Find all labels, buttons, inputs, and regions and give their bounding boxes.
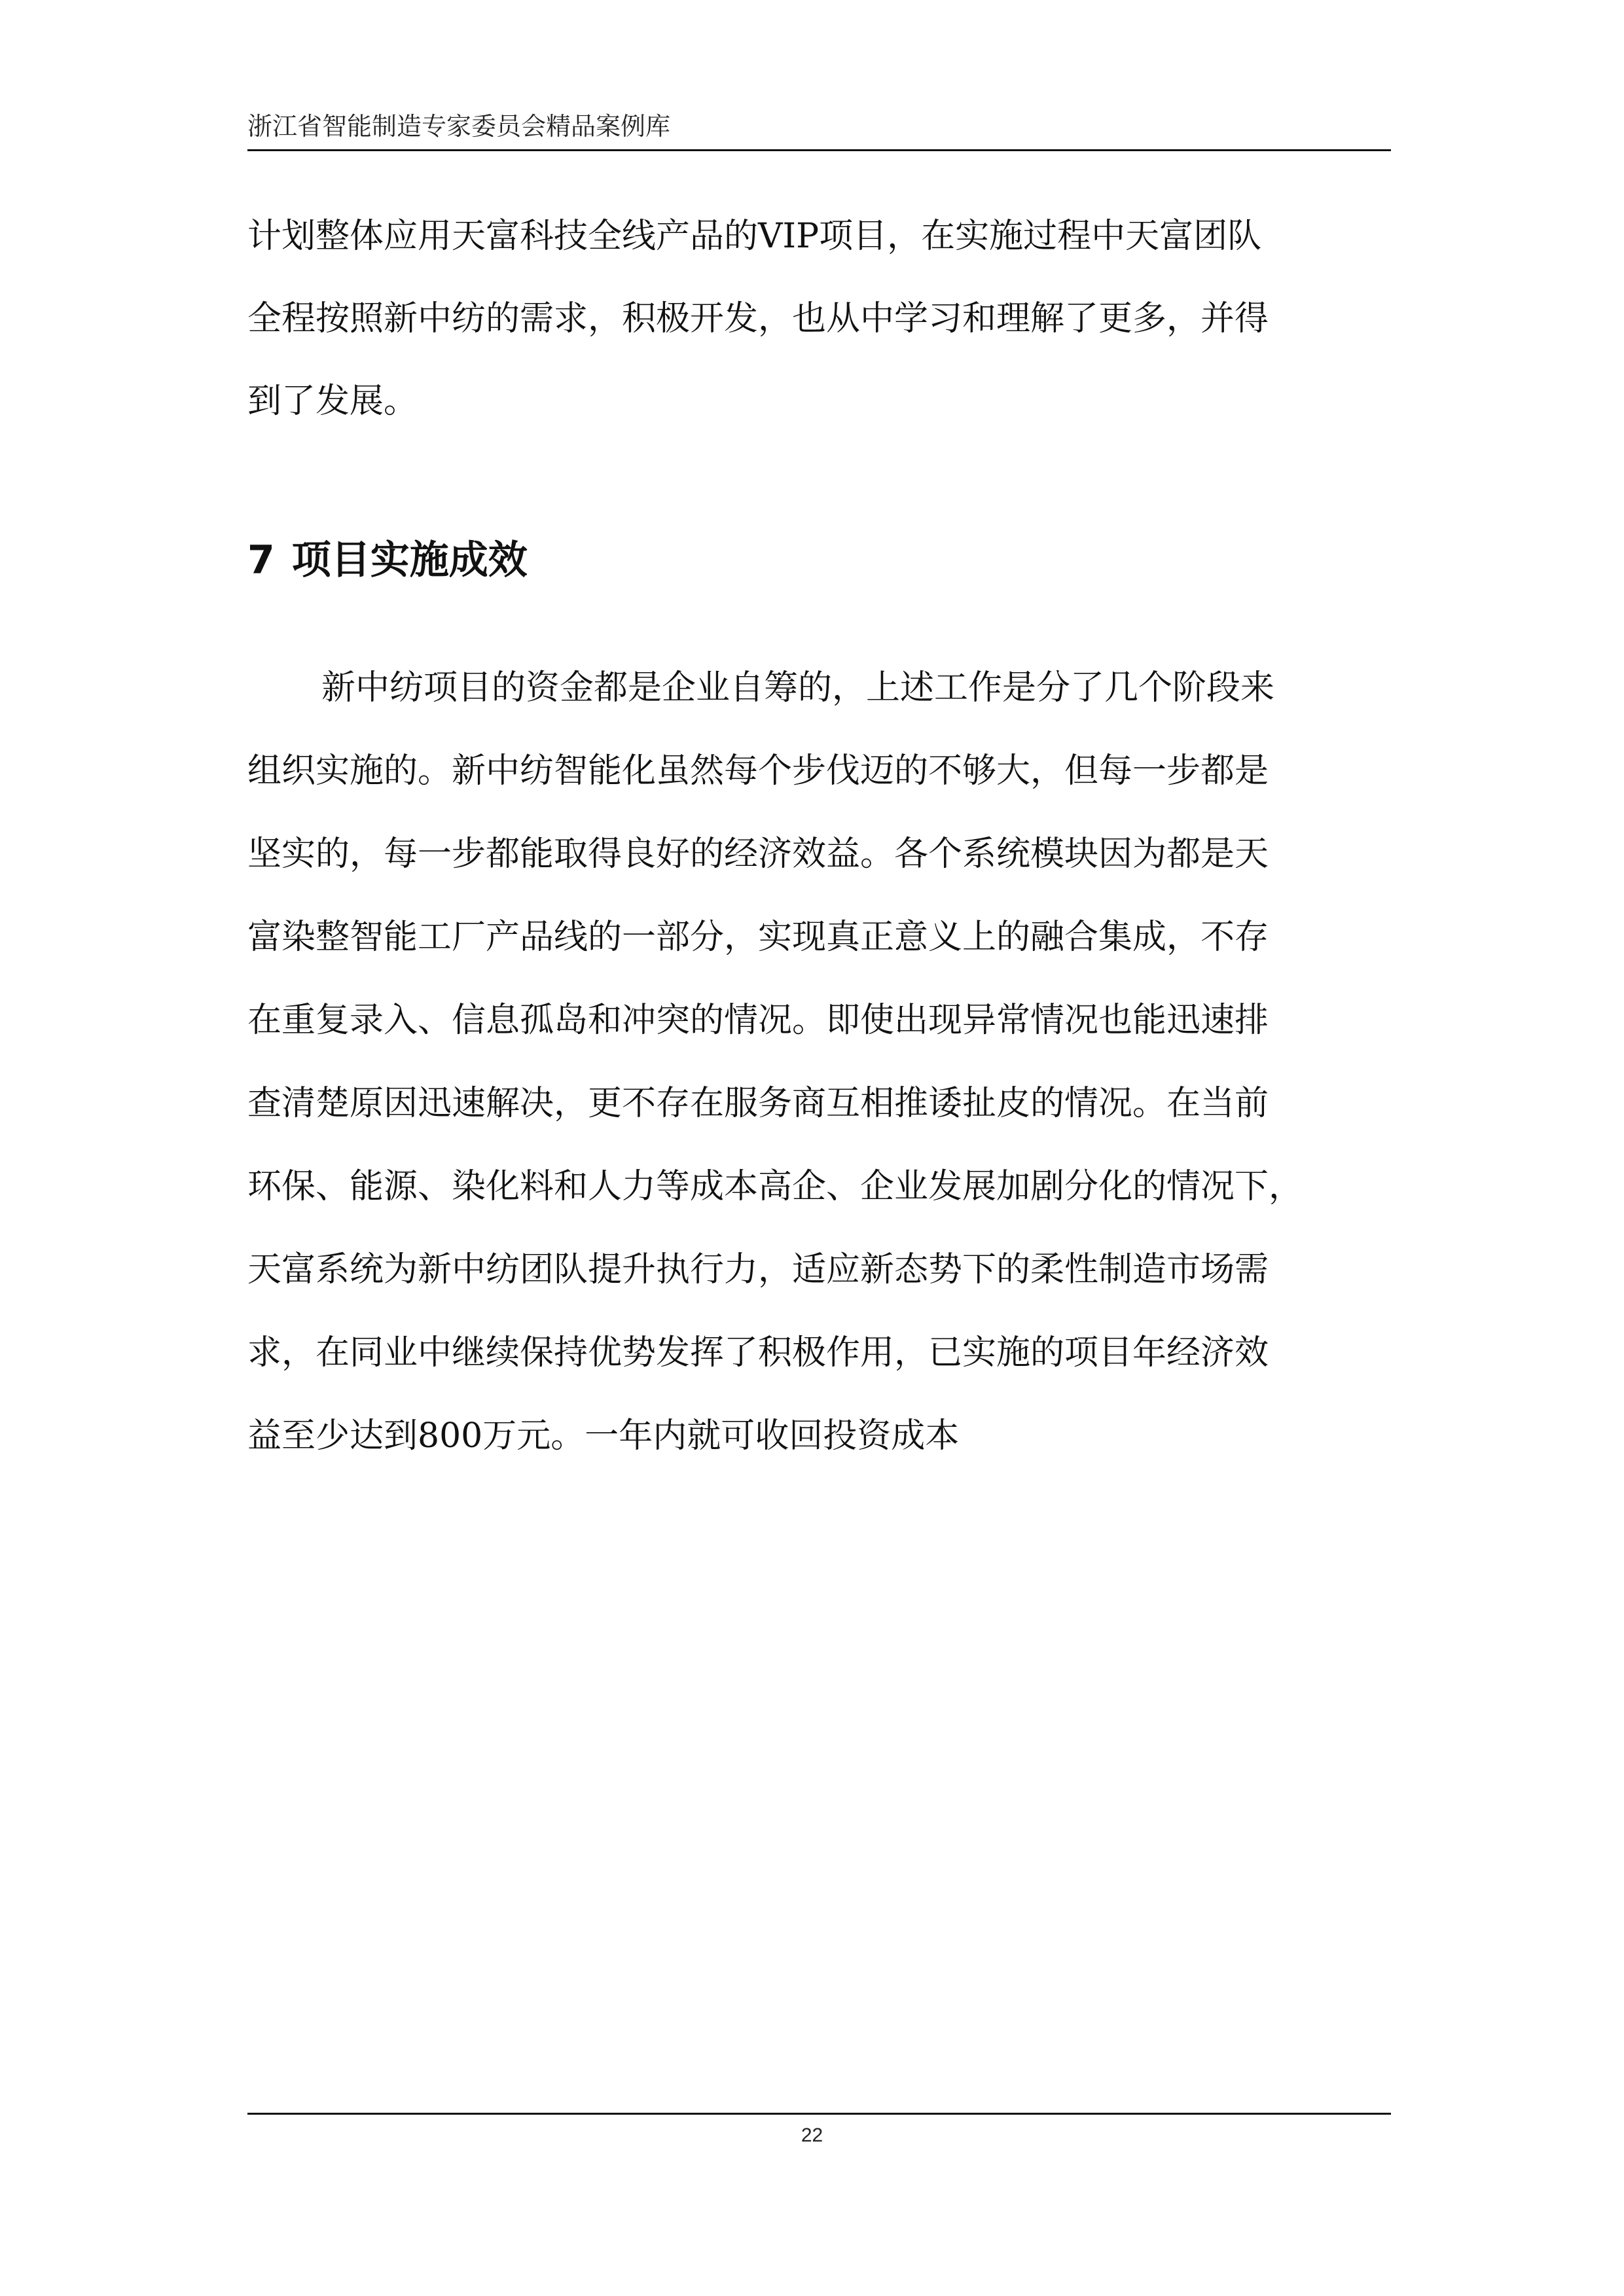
section-number: 7 xyxy=(247,537,275,583)
paragraph-line: 富染整智能工厂产品线的一部分，实现真正意义上的融合集成，不存 xyxy=(247,918,1269,957)
paragraph-line: 查清楚原因迅速解决，更不存在服务商互相推诿扯皮的情况。在当前 xyxy=(247,1084,1269,1123)
paragraph-line: 求，在同业中继续保持优势发挥了积极作用，已实施的项目年经济效 xyxy=(247,1333,1269,1372)
running-header: 浙江省智能制造专家委员会精品案例库 xyxy=(247,112,671,141)
paragraph-line: 全程按照新中纺的需求，积极开发，也从中学习和理解了更多，并得 xyxy=(247,299,1269,338)
paragraph-line: 到了发展。 xyxy=(247,382,418,421)
paragraph-line: 组织实施的。新中纺智能化虽然每个步伐迈的不够大，但每一步都是 xyxy=(247,751,1269,791)
paragraph-line: 在重复录入、信息孤岛和冲突的情况。即使出现异常情况也能迅速排 xyxy=(247,1001,1269,1040)
footer-divider xyxy=(247,2113,1391,2115)
header-divider xyxy=(247,149,1391,151)
page-number: 22 xyxy=(801,2125,823,2146)
paragraph-line: 坚实的，每一步都能取得良好的经济效益。各个系统模块因为都是天 xyxy=(247,834,1269,874)
paragraph-line: 天富系统为新中纺团队提升执行力，适应新态势下的柔性制造市场需 xyxy=(247,1250,1269,1289)
section-title: 项目实施成效 xyxy=(291,537,528,583)
section-heading xyxy=(247,529,528,585)
paragraph-line: 计划整体应用天富科技全线产品的VIP项目，在实施过程中天富团队 xyxy=(247,217,1262,256)
paragraph-line: 益至少达到800万元。一年内就可收回投资成本 xyxy=(247,1416,960,1456)
paragraph-line: 新中纺项目的资金都是企业自筹的，上述工作是分了几个阶段来 xyxy=(321,668,1275,708)
paragraph-line: 环保、能源、染化料和人力等成本高企、企业发展加剧分化的情况下， xyxy=(247,1167,1303,1206)
